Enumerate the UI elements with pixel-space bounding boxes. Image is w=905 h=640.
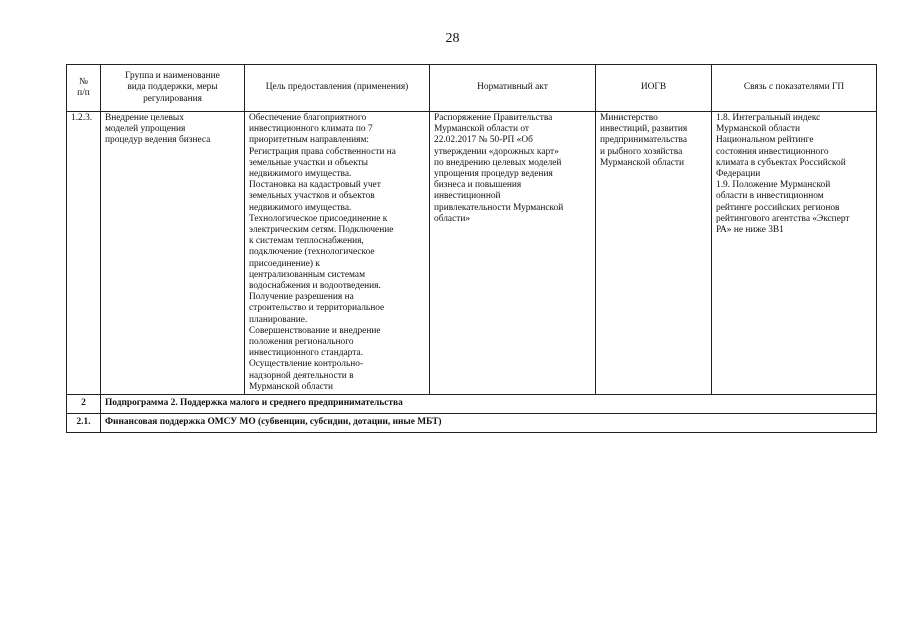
table-header-row (67, 65, 877, 112)
cell-line: подключение (технологическое (249, 247, 375, 258)
row-goal (245, 112, 430, 395)
header-group-line: вида поддержки, меры (127, 82, 218, 93)
cell-line: строительство и территориальное (249, 303, 385, 314)
cell-line: Осуществление контрольно- (249, 359, 364, 370)
header-goal: Цель предоставления (применения) (245, 65, 430, 112)
cell-line: области в инвестиционном (716, 191, 824, 202)
cell-line: области» (434, 213, 471, 224)
header-group (101, 65, 245, 112)
cell-line: и рыбного хозяйства (600, 146, 683, 157)
row-act (430, 112, 596, 395)
cell-line: моделей упрощения (105, 124, 186, 135)
cell-line: к системам теплоснабжения, (249, 236, 364, 247)
table-row (67, 112, 877, 395)
section-row (67, 395, 877, 414)
row-number: 1.2.3. (67, 112, 101, 395)
cell-line: привлекательности Мурманской (434, 202, 564, 213)
header-act: Нормативный акт (430, 65, 596, 112)
cell-line: земельных участков и объектов (249, 191, 375, 202)
cell-line: климата в субъектах Российской (716, 157, 846, 168)
cell-line: недвижимого имущества. (249, 202, 352, 213)
header-number-line: № (79, 76, 88, 87)
cell-line: надзорной деятельности в (249, 370, 354, 381)
cell-line: инвестиционного климата по 7 (249, 124, 373, 135)
section-number: 2 (67, 395, 101, 414)
support-measures-table (66, 64, 877, 433)
cell-line: инвестиционного стандарта. (249, 348, 363, 359)
cell-line: присоединение) к (249, 258, 320, 269)
cell-line: процедур ведения бизнеса (105, 135, 211, 146)
cell-line: электрическим сетям. Подключение (249, 225, 394, 236)
cell-line: Обеспечение благоприятного (249, 113, 367, 123)
header-iogv: ИОГВ (596, 65, 712, 112)
cell-line: 1.8. Интегральный индекс (716, 113, 821, 123)
cell-line: недвижимого имущества. (249, 169, 352, 180)
cell-line: Мурманской области (249, 381, 334, 392)
cell-line: Мурманской области (716, 124, 801, 135)
cell-line: состояния инвестиционного (716, 146, 829, 157)
cell-line: Получение разрешения на (249, 292, 354, 303)
row-group (101, 112, 245, 395)
cell-line: Федерации (716, 169, 761, 180)
cell-line: положения регионального (249, 337, 354, 348)
cell-line: водоснабжения и водоотведения. (249, 281, 381, 292)
cell-line: Министерство (600, 113, 658, 123)
cell-line: утверждении «дорожных карт» (434, 146, 559, 157)
cell-line: централизованным системам (249, 269, 366, 280)
cell-line: Мурманской области от (434, 124, 530, 135)
cell-line: Постановка на кадастровый учет (249, 180, 381, 191)
cell-line: Регистрация права собственности на (249, 146, 396, 157)
row-iogv (596, 112, 712, 395)
cell-line: Внедрение целевых (105, 113, 184, 123)
cell-line: бизнеса и повышения (434, 180, 522, 191)
header-number (67, 65, 101, 112)
cell-line: рейтингового агентства «Эксперт (716, 213, 850, 224)
cell-line: по внедрению целевых моделей (434, 157, 562, 168)
cell-line: РА» не ниже 3В1 (716, 225, 784, 236)
cell-line: планирование. (249, 314, 308, 325)
row-link (712, 112, 877, 395)
cell-line: 1.9. Положение Мурманской (716, 180, 831, 191)
section-title: Подпрограмма 2. Поддержка малого и среднего предпринимательства (101, 395, 877, 414)
header-group-line: Группа и наименование (125, 71, 220, 82)
page-number: 28 (445, 31, 460, 46)
cell-line: Технологическое присоединение к (249, 213, 388, 224)
header-number-line: п/п (77, 88, 90, 98)
cell-line: Совершенствование и внедрение (249, 325, 381, 336)
cell-line: инвестиционной (434, 191, 501, 202)
section-number: 2.1. (67, 414, 101, 433)
cell-line: инвестиций, развития (600, 124, 688, 135)
cell-line: предпринимательства (600, 135, 687, 146)
cell-line: земельные участки и объекты (249, 157, 368, 168)
header-link: Связь с показателями ГП (712, 65, 877, 112)
cell-line: Мурманской области (600, 157, 685, 168)
cell-line: 22.02.2017 № 50-РП «Об (434, 135, 533, 146)
cell-line: рейтинге российских регионов (716, 202, 840, 213)
cell-line: упрощения процедур ведения (434, 169, 553, 180)
header-group-line: регулирования (143, 93, 202, 104)
section-title: Финансовая поддержка ОМСУ МО (субвенции, субсидии, дотации, иные МБТ) (101, 414, 877, 433)
section-row (67, 414, 877, 433)
cell-line: приоритетным направлениям: (249, 135, 370, 146)
cell-line: Национальном рейтинге (716, 135, 814, 146)
cell-line: Распоряжение Правительства (434, 113, 553, 123)
